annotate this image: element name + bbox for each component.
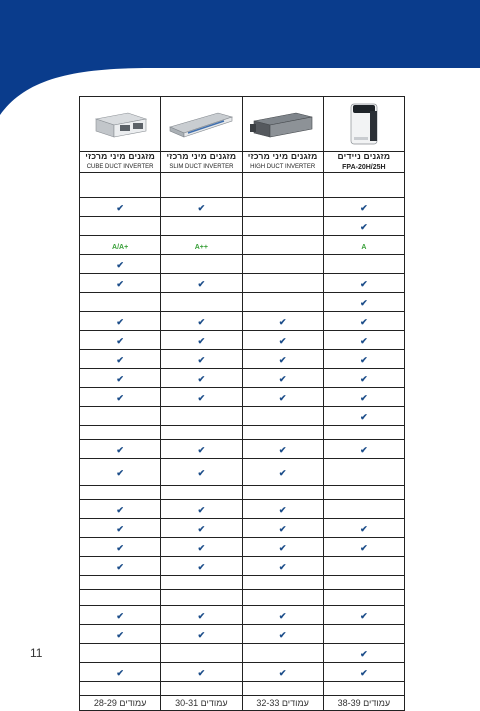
feature-row bbox=[80, 388, 405, 407]
feature-row bbox=[80, 682, 405, 696]
energy-rating: A/A+ bbox=[112, 244, 129, 251]
feature-cell bbox=[161, 500, 242, 519]
product-name-row bbox=[80, 152, 405, 173]
checkmark-icon: ✔ bbox=[360, 317, 368, 327]
feature-cell bbox=[323, 388, 404, 407]
checkmark-icon: ✔ bbox=[116, 562, 124, 572]
feature-row bbox=[80, 519, 405, 538]
checkmark-icon: ✔ bbox=[116, 445, 124, 455]
feature-cell bbox=[242, 576, 323, 590]
checkmark-icon: ✔ bbox=[360, 336, 368, 346]
feature-cell bbox=[161, 312, 242, 331]
feature-cell bbox=[80, 644, 161, 663]
feature-cell bbox=[80, 500, 161, 519]
feature-cell bbox=[242, 236, 323, 255]
feature-cell bbox=[161, 682, 242, 696]
checkmark-icon: ✔ bbox=[116, 374, 124, 384]
feature-row bbox=[80, 198, 405, 217]
checkmark-icon: ✔ bbox=[116, 336, 124, 346]
checkmark-icon: ✔ bbox=[197, 505, 206, 515]
slim-duct-unit-icon bbox=[166, 107, 236, 141]
feature-cell bbox=[242, 486, 323, 500]
feature-cell bbox=[323, 682, 404, 696]
feature-cell bbox=[161, 557, 242, 576]
feature-cell bbox=[161, 625, 242, 644]
feature-cell bbox=[161, 255, 242, 274]
feature-row bbox=[80, 625, 405, 644]
checkmark-icon: ✔ bbox=[197, 203, 206, 213]
feature-row bbox=[80, 486, 405, 500]
feature-cell bbox=[80, 173, 161, 198]
checkmark-icon: ✔ bbox=[116, 355, 124, 365]
product-model: HIGH DUCT INVERTER bbox=[250, 164, 316, 170]
checkmark-icon: ✔ bbox=[116, 611, 124, 621]
feature-cell bbox=[323, 255, 404, 274]
feature-cell bbox=[242, 644, 323, 663]
feature-cell bbox=[80, 519, 161, 538]
checkmark-icon: ✔ bbox=[360, 668, 368, 678]
feature-cell bbox=[161, 486, 242, 500]
feature-cell bbox=[242, 538, 323, 557]
checkmark-icon: ✔ bbox=[360, 649, 368, 659]
feature-row bbox=[80, 426, 405, 440]
feature-cell bbox=[80, 350, 161, 369]
cube-duct-unit-icon bbox=[90, 107, 150, 141]
product-model: SLIM DUCT INVERTER bbox=[169, 164, 234, 170]
checkmark-icon: ✔ bbox=[116, 203, 124, 213]
feature-cell bbox=[242, 500, 323, 519]
checkmark-icon: ✔ bbox=[278, 393, 287, 403]
checkmark-icon: ✔ bbox=[278, 355, 287, 365]
feature-cell bbox=[242, 198, 323, 217]
comparison-table bbox=[79, 96, 405, 711]
high-duct-unit-icon bbox=[248, 107, 318, 141]
feature-cell bbox=[161, 217, 242, 236]
feature-cell bbox=[242, 331, 323, 350]
feature-row bbox=[80, 644, 405, 663]
feature-cell bbox=[242, 369, 323, 388]
product-type-he: מזגנים ניידים bbox=[337, 151, 391, 161]
checkmark-icon: ✔ bbox=[116, 317, 124, 327]
feature-cell bbox=[161, 590, 242, 606]
checkmark-icon: ✔ bbox=[197, 355, 206, 365]
feature-cell bbox=[80, 274, 161, 293]
product-type-he: מזגנים מיני מרכזי bbox=[85, 151, 155, 161]
checkmark-icon: ✔ bbox=[278, 611, 287, 621]
feature-cell bbox=[242, 440, 323, 459]
checkmark-icon: ✔ bbox=[197, 524, 206, 534]
feature-row bbox=[80, 236, 405, 255]
feature-cell bbox=[323, 274, 404, 293]
feature-cell bbox=[323, 606, 404, 625]
product-image-row bbox=[80, 97, 405, 152]
product-name-cell bbox=[161, 152, 242, 173]
feature-cell bbox=[80, 369, 161, 388]
checkmark-icon: ✔ bbox=[360, 611, 368, 621]
feature-row bbox=[80, 407, 405, 426]
feature-cell bbox=[161, 426, 242, 440]
checkmark-icon: ✔ bbox=[116, 468, 124, 478]
checkmark-icon: ✔ bbox=[360, 445, 368, 455]
product-image-cell bbox=[323, 97, 404, 152]
feature-cell bbox=[80, 459, 161, 486]
feature-cell bbox=[80, 557, 161, 576]
checkmark-icon: ✔ bbox=[360, 222, 368, 232]
feature-row bbox=[80, 459, 405, 486]
feature-row bbox=[80, 217, 405, 236]
feature-cell bbox=[323, 663, 404, 682]
feature-cell bbox=[323, 576, 404, 590]
feature-row bbox=[80, 606, 405, 625]
checkmark-icon: ✔ bbox=[360, 543, 368, 553]
feature-row bbox=[80, 557, 405, 576]
feature-cell bbox=[161, 350, 242, 369]
feature-cell bbox=[161, 440, 242, 459]
checkmark-icon: ✔ bbox=[360, 203, 368, 213]
feature-cell bbox=[80, 293, 161, 312]
checkmark-icon: ✔ bbox=[197, 468, 206, 478]
feature-row bbox=[80, 255, 405, 274]
feature-cell bbox=[323, 538, 404, 557]
feature-cell bbox=[161, 606, 242, 625]
feature-cell bbox=[161, 388, 242, 407]
feature-cell bbox=[323, 486, 404, 500]
product-type-he: מזגנים מיני מרכזי bbox=[166, 151, 237, 161]
feature-cell bbox=[323, 557, 404, 576]
feature-cell bbox=[323, 590, 404, 606]
feature-row bbox=[80, 369, 405, 388]
feature-cell bbox=[242, 663, 323, 682]
feature-cell bbox=[80, 576, 161, 590]
feature-row bbox=[80, 440, 405, 459]
feature-cell bbox=[323, 173, 404, 198]
feature-cell bbox=[323, 293, 404, 312]
checkmark-icon: ✔ bbox=[116, 279, 124, 289]
feature-cell bbox=[242, 293, 323, 312]
product-name-cell bbox=[242, 152, 323, 173]
feature-cell bbox=[80, 426, 161, 440]
feature-row bbox=[80, 331, 405, 350]
feature-cell bbox=[242, 217, 323, 236]
feature-cell bbox=[161, 331, 242, 350]
checkmark-icon: ✔ bbox=[360, 298, 368, 308]
checkmark-icon: ✔ bbox=[360, 355, 368, 365]
checkmark-icon: ✔ bbox=[278, 317, 287, 327]
feature-cell bbox=[80, 625, 161, 644]
energy-rating: A bbox=[361, 244, 367, 251]
energy-rating: A++ bbox=[194, 244, 208, 251]
feature-cell bbox=[161, 576, 242, 590]
checkmark-icon: ✔ bbox=[116, 668, 124, 678]
checkmark-icon: ✔ bbox=[116, 505, 124, 515]
feature-cell bbox=[323, 312, 404, 331]
checkmark-icon: ✔ bbox=[197, 611, 206, 621]
feature-cell bbox=[242, 312, 323, 331]
feature-cell bbox=[80, 486, 161, 500]
feature-cell bbox=[80, 407, 161, 426]
feature-cell bbox=[242, 407, 323, 426]
portable-unit-icon bbox=[342, 101, 386, 147]
feature-cell bbox=[323, 407, 404, 426]
product-name-cell bbox=[323, 152, 404, 173]
feature-cell bbox=[80, 590, 161, 606]
feature-cell bbox=[80, 440, 161, 459]
feature-cell bbox=[161, 459, 242, 486]
checkmark-icon: ✔ bbox=[278, 524, 287, 534]
feature-cell bbox=[80, 538, 161, 557]
feature-cell bbox=[242, 557, 323, 576]
feature-cell bbox=[242, 606, 323, 625]
feature-cell bbox=[161, 369, 242, 388]
feature-cell bbox=[242, 274, 323, 293]
checkmark-icon: ✔ bbox=[116, 524, 124, 534]
feature-cell bbox=[80, 606, 161, 625]
feature-cell bbox=[242, 459, 323, 486]
feature-cell bbox=[80, 198, 161, 217]
feature-cell bbox=[161, 538, 242, 557]
feature-cell bbox=[323, 236, 404, 255]
feature-cell bbox=[161, 644, 242, 663]
feature-cell bbox=[323, 500, 404, 519]
product-model: FPA-20H/25H bbox=[342, 164, 386, 171]
feature-cell bbox=[242, 590, 323, 606]
checkmark-icon: ✔ bbox=[197, 279, 206, 289]
checkmark-icon: ✔ bbox=[278, 543, 287, 553]
product-image-cell bbox=[242, 97, 323, 152]
feature-row bbox=[80, 312, 405, 331]
feature-cell bbox=[323, 440, 404, 459]
feature-cell bbox=[242, 173, 323, 198]
feature-row bbox=[80, 293, 405, 312]
feature-cell bbox=[323, 426, 404, 440]
feature-cell bbox=[242, 625, 323, 644]
feature-cell bbox=[80, 255, 161, 274]
checkmark-icon: ✔ bbox=[278, 668, 287, 678]
page-reference: עמודים 30-31 bbox=[161, 696, 242, 711]
checkmark-icon: ✔ bbox=[116, 543, 124, 553]
feature-cell bbox=[80, 682, 161, 696]
feature-row bbox=[80, 350, 405, 369]
checkmark-icon: ✔ bbox=[278, 630, 287, 640]
checkmark-icon: ✔ bbox=[278, 336, 287, 346]
feature-cell bbox=[323, 331, 404, 350]
checkmark-icon: ✔ bbox=[197, 543, 206, 553]
feature-row bbox=[80, 500, 405, 519]
checkmark-icon: ✔ bbox=[116, 260, 124, 270]
feature-cell bbox=[323, 644, 404, 663]
feature-cell bbox=[80, 236, 161, 255]
feature-row bbox=[80, 173, 405, 198]
feature-row bbox=[80, 590, 405, 606]
feature-cell bbox=[161, 236, 242, 255]
feature-cell bbox=[80, 663, 161, 682]
feature-cell bbox=[161, 173, 242, 198]
checkmark-icon: ✔ bbox=[278, 374, 287, 384]
feature-cell bbox=[242, 255, 323, 274]
feature-cell bbox=[242, 388, 323, 407]
checkmark-icon: ✔ bbox=[360, 279, 368, 289]
checkmark-icon: ✔ bbox=[360, 524, 368, 534]
checkmark-icon: ✔ bbox=[360, 374, 368, 384]
feature-cell bbox=[323, 350, 404, 369]
page-number: 11 bbox=[30, 646, 43, 660]
checkmark-icon: ✔ bbox=[197, 317, 206, 327]
product-image-cell bbox=[161, 97, 242, 152]
checkmark-icon: ✔ bbox=[278, 445, 287, 455]
page-reference: עמודים 28-29 bbox=[80, 696, 161, 711]
feature-cell bbox=[161, 407, 242, 426]
feature-row bbox=[80, 663, 405, 682]
feature-cell bbox=[161, 293, 242, 312]
feature-row bbox=[80, 274, 405, 293]
feature-cell bbox=[242, 682, 323, 696]
product-image-cell bbox=[80, 97, 161, 152]
feature-cell bbox=[80, 388, 161, 407]
feature-cell bbox=[323, 625, 404, 644]
feature-cell bbox=[323, 198, 404, 217]
feature-row bbox=[80, 538, 405, 557]
checkmark-icon: ✔ bbox=[197, 562, 206, 572]
feature-cell bbox=[161, 274, 242, 293]
product-type-he: מזגנים מיני מרכזי bbox=[247, 151, 318, 161]
feature-cell bbox=[80, 312, 161, 331]
checkmark-icon: ✔ bbox=[116, 630, 124, 640]
feature-cell bbox=[161, 519, 242, 538]
checkmark-icon: ✔ bbox=[360, 393, 368, 403]
checkmark-icon: ✔ bbox=[197, 668, 206, 678]
product-name-cell bbox=[80, 152, 161, 173]
feature-row bbox=[80, 576, 405, 590]
checkmark-icon: ✔ bbox=[278, 505, 287, 515]
feature-cell bbox=[242, 426, 323, 440]
feature-cell bbox=[161, 198, 242, 217]
checkmark-icon: ✔ bbox=[197, 630, 206, 640]
checkmark-icon: ✔ bbox=[278, 468, 287, 478]
feature-cell bbox=[323, 217, 404, 236]
page-reference: עמודים 32-33 bbox=[242, 696, 323, 711]
checkmark-icon: ✔ bbox=[197, 393, 206, 403]
feature-cell bbox=[323, 369, 404, 388]
checkmark-icon: ✔ bbox=[197, 336, 206, 346]
page-reference-row bbox=[80, 696, 405, 711]
checkmark-icon: ✔ bbox=[197, 374, 206, 384]
checkmark-icon: ✔ bbox=[116, 393, 124, 403]
feature-cell bbox=[80, 331, 161, 350]
feature-cell bbox=[80, 217, 161, 236]
feature-cell bbox=[161, 663, 242, 682]
feature-cell bbox=[242, 519, 323, 538]
page-reference: עמודים 38-39 bbox=[323, 696, 404, 711]
feature-cell bbox=[323, 519, 404, 538]
feature-cell bbox=[242, 350, 323, 369]
feature-cell bbox=[323, 459, 404, 486]
product-model: CUBE DUCT INVERTER bbox=[86, 164, 154, 170]
checkmark-icon: ✔ bbox=[278, 562, 287, 572]
checkmark-icon: ✔ bbox=[197, 445, 206, 455]
checkmark-icon: ✔ bbox=[360, 412, 368, 422]
